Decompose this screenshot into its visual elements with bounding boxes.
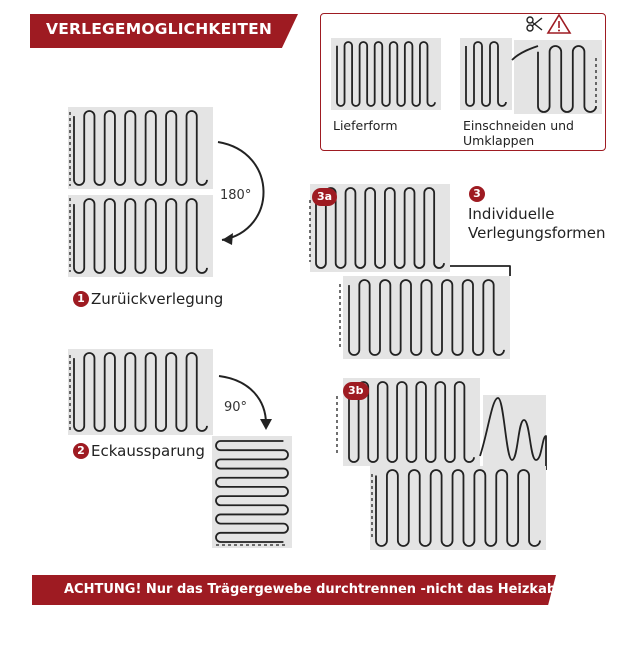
option-3-badge: 3	[469, 186, 485, 202]
option-2-badge: 2	[73, 443, 89, 459]
warning-text: ACHTUNG! Nur das Trägergewebe durchtrennen -nicht das Heizkabel!	[64, 582, 576, 597]
custom-a-link	[450, 266, 510, 276]
cut-fold-label-line2: Umklappen	[463, 133, 535, 148]
option-1-badge: 1	[73, 291, 89, 307]
custom-b-mat-bottom-mesh	[370, 466, 546, 550]
cut-fold-label-line1: Einschneiden und	[463, 118, 574, 133]
option-3-label-line1: Individuelle	[468, 205, 555, 223]
angle-180-label: 180°	[220, 188, 252, 203]
option-1-label: Zurüickverlegung	[91, 290, 224, 308]
corner-mat-vertical-mesh	[68, 349, 213, 435]
page-title: VERLEGEMOGLICHKEITEN	[46, 20, 273, 38]
return-mat-top-mesh	[68, 107, 213, 189]
custom-a-mat-bottom-mesh	[343, 276, 510, 359]
scissors-icon	[527, 17, 542, 31]
delivery-form-label: Lieferform	[333, 118, 398, 133]
option-2-label: Eckaussparung	[91, 442, 205, 460]
angle-90-label: 90°	[224, 400, 248, 415]
option-3a-tag: 3a	[312, 188, 337, 206]
warning-triangle-icon	[548, 15, 570, 33]
option-3b-tag: 3b	[343, 382, 369, 400]
corner-mat-horizontal-mesh	[212, 436, 292, 548]
cut-mat-left-mesh	[460, 38, 512, 110]
delivery-mat-mesh	[331, 38, 441, 110]
option-3-label-line2: Verlegungsformen	[468, 224, 606, 242]
return-mat-bottom-mesh	[68, 195, 213, 277]
